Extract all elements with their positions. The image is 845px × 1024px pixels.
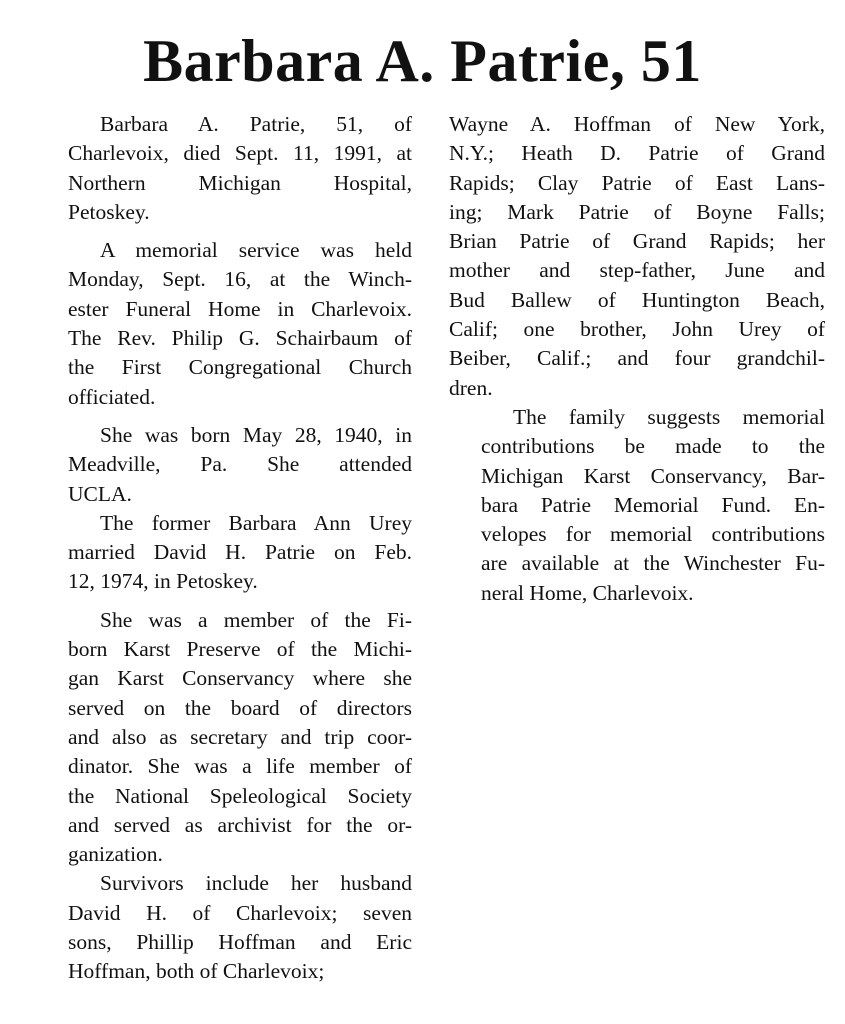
text-line: She was born May 28, 1940, in	[100, 422, 412, 447]
text-line: Northern Michigan Hospital,	[68, 170, 412, 195]
text-line: Rapids; Clay Patrie of East Lans-	[449, 170, 825, 195]
text-line: Beiber, Calif.; and four grandchil-	[449, 346, 825, 371]
text-line: The former Barbara Ann Urey	[100, 510, 412, 535]
text-line: Monday, Sept. 16, at the Winch-	[68, 267, 412, 292]
left-column	[36, 110, 412, 987]
text-line: David H. of Charlevoix; seven	[68, 900, 412, 925]
text-line: officiated.	[68, 384, 156, 409]
text-line: Brian Patrie of Grand Rapids; her	[449, 229, 825, 254]
text-line: born Karst Preserve of the Michi-	[68, 637, 412, 662]
text-line: bara Patrie Memorial Fund. En-	[481, 492, 825, 517]
text-line: velopes for memorial contributions	[481, 522, 825, 547]
text-line: sons, Phillip Hoffman and Eric	[68, 930, 412, 955]
text-line: Calif; one brother, John Urey of	[449, 317, 825, 342]
text-line: and served as archivist for the or-	[68, 812, 412, 837]
text-line: Bud Ballew of Huntington Beach,	[449, 287, 825, 312]
text-line: A memorial service was held	[100, 238, 412, 263]
text-line: ing; Mark Patrie of Boyne Falls;	[449, 199, 825, 224]
text-line: the National Speleological Society	[68, 783, 412, 808]
text-line: Meadville, Pa. She attended	[68, 452, 412, 477]
text-line: N.Y.; Heath D. Patrie of Grand	[449, 141, 825, 166]
text-line: The Rev. Philip G. Schairbaum of	[68, 326, 412, 351]
text-line: served on the board of directors	[68, 695, 412, 720]
text-line: Charlevoix, died Sept. 11, 1991, at	[68, 141, 412, 166]
text-line: Petoskey.	[68, 199, 150, 224]
text-line: dinator. She was a life member of	[68, 754, 412, 779]
text-line: She was a member of the Fi-	[100, 607, 412, 632]
text-line: Barbara A. Patrie, 51, of	[100, 112, 412, 136]
text-line: Survivors include her husband	[100, 871, 412, 896]
text-line: and also as secretary and trip coor-	[68, 724, 412, 749]
text-line: 12, 1974, in Petoskey.	[68, 569, 258, 594]
right-column	[449, 110, 825, 608]
text-line: married David H. Patrie on Feb.	[68, 540, 412, 565]
paragraph	[449, 403, 825, 608]
text-line: UCLA.	[68, 481, 132, 506]
text-line: The family suggests memorial	[513, 404, 825, 429]
text-line: are available at the Winchester Fu-	[481, 551, 825, 576]
text-line: Wayne A. Hoffman of New York,	[449, 112, 825, 136]
paragraph	[36, 110, 412, 227]
obituary-headline: Barbara A. Patrie, 51	[143, 28, 702, 94]
text-line: dren.	[449, 375, 493, 400]
paragraph	[36, 606, 412, 870]
text-line: ester Funeral Home in Charlevoix.	[68, 296, 412, 321]
text-line: the First Congregational Church	[68, 355, 412, 380]
text-line: mother and step-father, June and	[449, 258, 825, 283]
text-line: ganization.	[68, 842, 163, 867]
text-line: contributions be made to the	[481, 434, 825, 459]
paragraph	[36, 509, 412, 597]
text-line: Hoffman, both of Charlevoix;	[68, 959, 325, 984]
text-line: gan Karst Conservancy where she	[68, 666, 412, 691]
paragraph	[36, 869, 412, 986]
text-line: Michigan Karst Conservancy, Bar-	[481, 463, 825, 488]
paragraph	[36, 236, 412, 412]
paragraph	[449, 110, 825, 403]
paragraph	[36, 421, 412, 509]
text-line: neral Home, Charlevoix.	[481, 580, 694, 605]
